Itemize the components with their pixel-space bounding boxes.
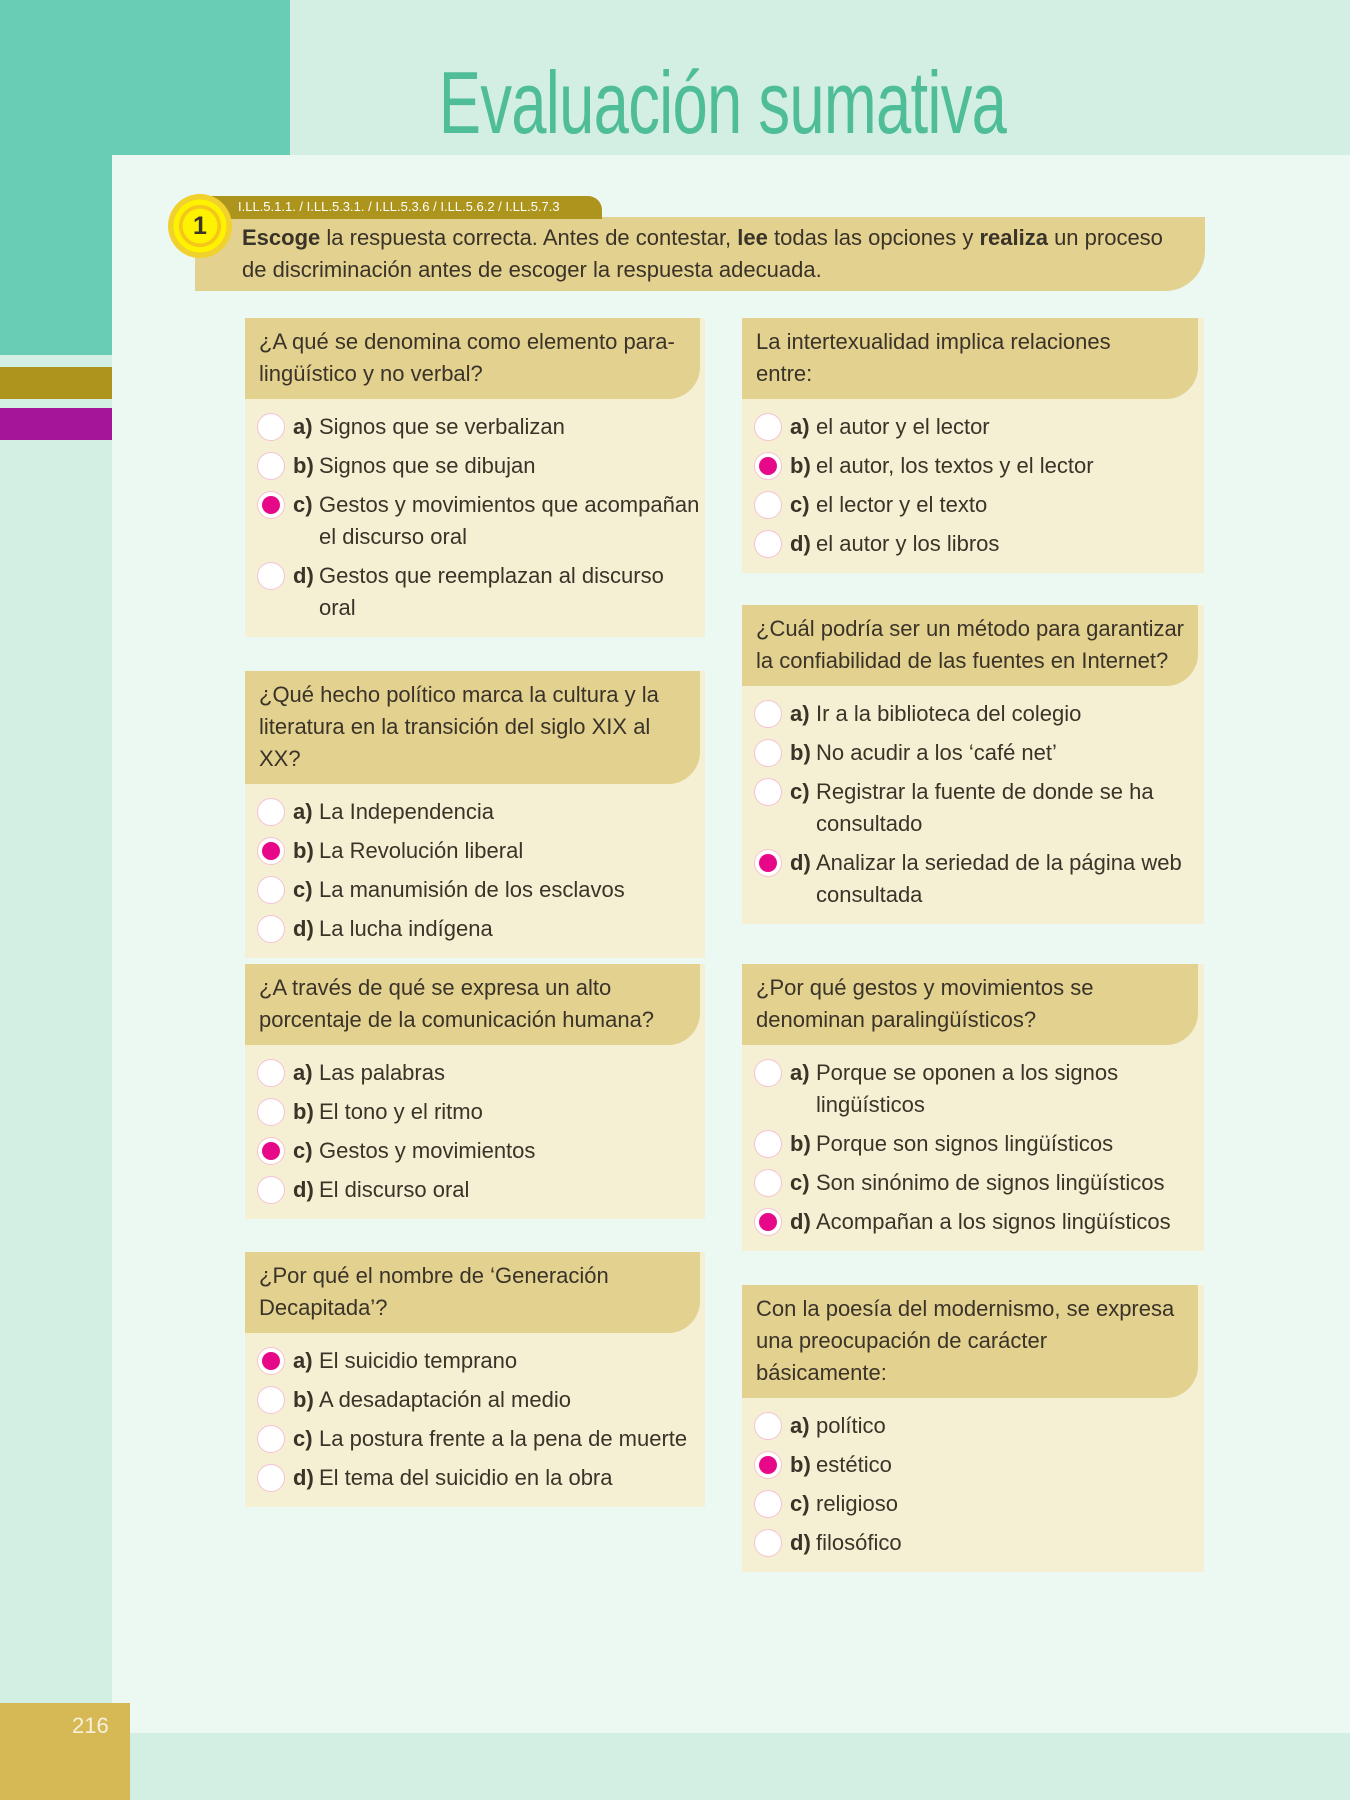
answer-option[interactable] — [257, 913, 705, 945]
radio-selected-icon[interactable] — [754, 849, 782, 877]
option-letter: a) — [790, 1060, 810, 1085]
question-text: ¿A qué se denomina como elemento para- lingüístico y no verbal? — [245, 318, 700, 399]
option-text: el autor, los textos y el lector — [816, 453, 1094, 478]
question-text: ¿A través de qué se expresa un alto porcentaje de la comunicación humana? — [245, 964, 700, 1045]
option-text: político — [816, 1413, 886, 1438]
option-letter: d) — [790, 850, 811, 875]
option-text: Gestos y movimientos — [319, 1138, 536, 1163]
answer-option[interactable] — [754, 1206, 1204, 1238]
answer-option[interactable] — [754, 489, 1204, 521]
option-letter: a) — [293, 1060, 313, 1085]
answer-options — [245, 399, 705, 637]
option-letter: d) — [293, 1465, 314, 1490]
radio-empty-icon[interactable] — [754, 1169, 782, 1197]
option-text: La lucha indígena — [319, 916, 493, 941]
radio-empty-icon[interactable] — [754, 1529, 782, 1557]
option-text: La Independencia — [319, 799, 494, 824]
question-text: La intertexualidad implica relaciones entre: — [742, 318, 1198, 399]
radio-empty-icon[interactable] — [257, 1176, 285, 1204]
answer-option[interactable] — [257, 835, 705, 867]
option-text: Porque se oponen a los signos lingüísticos — [816, 1060, 1119, 1117]
radio-empty-icon[interactable] — [257, 1425, 285, 1453]
instruction-banner — [195, 217, 1205, 291]
answer-option[interactable] — [754, 1488, 1204, 1520]
question-card-1 — [245, 318, 705, 637]
answer-options — [245, 1333, 705, 1507]
question-card-8 — [742, 1285, 1204, 1572]
radio-empty-icon[interactable] — [257, 1464, 285, 1492]
option-letter: c) — [293, 1138, 313, 1163]
option-letter: b) — [293, 1099, 314, 1124]
option-letter: a) — [790, 414, 810, 439]
option-text: Acompañan a los signos lingüísticos — [816, 1209, 1171, 1234]
option-text: El tono y el ritmo — [319, 1099, 483, 1124]
option-letter: b) — [293, 838, 314, 863]
option-letter: a) — [790, 1413, 810, 1438]
option-letter: c) — [293, 1426, 313, 1451]
answer-options — [245, 784, 705, 958]
answer-options — [742, 399, 1204, 573]
question-text: ¿Por qué gestos y movimientos se denominan paralingüísticos? — [742, 964, 1198, 1045]
radio-selected-icon[interactable] — [754, 1451, 782, 1479]
option-letter: b) — [790, 453, 811, 478]
option-text: filosófico — [816, 1530, 902, 1555]
gold-stripe — [0, 367, 112, 399]
answer-option[interactable] — [257, 1423, 705, 1455]
option-letter: d) — [293, 1177, 314, 1202]
option-letter: c) — [790, 1491, 810, 1516]
answer-option[interactable] — [754, 1449, 1204, 1481]
option-letter: c) — [293, 492, 313, 517]
question-text: Con la poesía del modernismo, se expresa una preocupación de carácter básicamente: — [742, 1285, 1198, 1398]
option-text: Son sinónimo de signos lingüísticos — [816, 1170, 1165, 1195]
answer-option[interactable] — [257, 1096, 705, 1128]
answer-option[interactable] — [257, 411, 705, 443]
option-letter: a) — [293, 414, 313, 439]
question-text: ¿Cuál podría ser un método para garantizar la confiabilidad de las fuentes en Internet? — [742, 605, 1198, 686]
option-letter: b) — [790, 1452, 811, 1477]
option-letter: d) — [790, 531, 811, 556]
answer-option[interactable] — [257, 1384, 705, 1416]
option-letter: c) — [790, 492, 810, 517]
answer-option[interactable] — [257, 450, 705, 482]
radio-empty-icon[interactable] — [754, 1130, 782, 1158]
radio-empty-icon[interactable] — [754, 1059, 782, 1087]
page-number: 216 — [72, 1713, 109, 1738]
radio-empty-icon[interactable] — [257, 1386, 285, 1414]
page-title: Evaluación sumativa — [438, 53, 1007, 152]
instruction-text — [242, 225, 1163, 282]
radio-selected-icon[interactable] — [257, 1137, 285, 1165]
answer-option[interactable] — [754, 1167, 1204, 1199]
left-margin-strip — [0, 355, 112, 1800]
radio-selected-icon[interactable] — [754, 1208, 782, 1236]
answer-option[interactable] — [754, 698, 1204, 730]
answer-option[interactable] — [257, 560, 705, 624]
option-text: El tema del suicidio en la obra — [319, 1465, 613, 1490]
radio-selected-icon[interactable] — [257, 837, 285, 865]
answer-option[interactable] — [257, 1462, 705, 1494]
option-letter: c) — [790, 1170, 810, 1195]
radio-empty-icon[interactable] — [257, 413, 285, 441]
option-letter: a) — [790, 701, 810, 726]
option-letter: b) — [790, 740, 811, 765]
option-text: La postura frente a la pena de muerte — [319, 1426, 688, 1451]
option-text: El discurso oral — [319, 1177, 470, 1202]
answer-option[interactable] — [257, 1057, 705, 1089]
option-letter: d) — [293, 916, 314, 941]
option-text: La Revolución liberal — [319, 838, 524, 863]
option-text: el lector y el texto — [816, 492, 988, 517]
radio-empty-icon[interactable] — [754, 700, 782, 728]
instruction-verb-escoge: Escoge — [242, 225, 321, 250]
option-text: Porque son signos lingüísticos — [816, 1131, 1114, 1156]
answer-option[interactable] — [257, 796, 705, 828]
option-text: Gestos que reemplazan al discurso oral — [319, 563, 664, 620]
answer-option[interactable] — [257, 874, 705, 906]
answer-options — [245, 1045, 705, 1219]
option-letter: d) — [790, 1530, 811, 1555]
question-text: ¿Por qué el nombre de ‘Generación Decapitada’? — [245, 1252, 700, 1333]
answer-options — [742, 686, 1204, 924]
option-letter: d) — [790, 1209, 811, 1234]
activity-number: 1 — [193, 211, 207, 240]
answer-option[interactable] — [754, 450, 1204, 482]
instruction-verb-realiza: realiza — [979, 225, 1048, 250]
question-card-3 — [245, 964, 705, 1219]
answer-option[interactable] — [754, 1128, 1204, 1160]
option-letter: d) — [293, 563, 314, 588]
radio-empty-icon[interactable] — [257, 562, 285, 590]
answer-option[interactable] — [754, 1057, 1204, 1121]
answer-option[interactable] — [257, 1174, 705, 1206]
answer-options — [742, 1045, 1204, 1251]
option-text: A desadaptación al medio — [319, 1387, 571, 1412]
answer-option[interactable] — [754, 776, 1204, 840]
radio-selected-icon[interactable] — [754, 452, 782, 480]
instruction-verb-lee: lee — [737, 225, 768, 250]
answer-option[interactable] — [754, 528, 1204, 560]
option-text: el autor y los libros — [816, 531, 1000, 556]
question-text: ¿Qué hecho político marca la cultura y la literatura en la transición del siglo XIX al XX? — [245, 671, 700, 784]
option-text: Ir a la biblioteca del colegio — [816, 701, 1082, 726]
option-text: religioso — [816, 1491, 898, 1516]
option-text: Signos que se verbalizan — [319, 414, 565, 439]
option-text: Las palabras — [319, 1060, 445, 1085]
instruction-fragment: todas las opciones y — [767, 225, 980, 250]
radio-empty-icon[interactable] — [257, 1098, 285, 1126]
option-text: Signos que se dibujan — [319, 453, 536, 478]
question-card-4 — [245, 1252, 705, 1507]
radio-empty-icon[interactable] — [754, 1412, 782, 1440]
option-letter: b) — [293, 1387, 314, 1412]
radio-empty-icon[interactable] — [257, 915, 285, 943]
question-card-2 — [245, 671, 705, 958]
answer-option[interactable] — [754, 411, 1204, 443]
option-letter: c) — [790, 779, 810, 804]
answer-option[interactable] — [257, 1345, 705, 1377]
activity-number-badge — [168, 194, 232, 258]
option-letter: c) — [293, 877, 313, 902]
answer-option[interactable] — [754, 1410, 1204, 1442]
question-card-7 — [742, 964, 1204, 1251]
radio-empty-icon[interactable] — [754, 491, 782, 519]
magenta-stripe — [0, 408, 112, 440]
radio-empty-icon[interactable] — [754, 530, 782, 558]
radio-empty-icon[interactable] — [257, 798, 285, 826]
radio-empty-icon[interactable] — [754, 739, 782, 767]
answer-option[interactable] — [754, 1527, 1204, 1559]
instruction-fragment: la respuesta correcta. Antes de contestar, — [320, 225, 738, 250]
question-card-5 — [742, 318, 1204, 573]
option-letter: a) — [293, 799, 313, 824]
instruction-fragment: un proceso de discriminación antes de escoger la respuesta adecuada. — [242, 225, 1163, 282]
option-text: estético — [816, 1452, 892, 1477]
radio-empty-icon[interactable] — [754, 1490, 782, 1518]
radio-empty-icon[interactable] — [257, 1059, 285, 1087]
indicator-codes-tag: I.LL.5.1.1. / I.LL.5.3.1. / I.LL.5.3.6 / I.LL.5.6.2 / I.LL.5.7.3 — [210, 196, 602, 219]
radio-empty-icon[interactable] — [257, 452, 285, 480]
option-text: La manumisión de los esclavos — [319, 877, 625, 902]
radio-empty-icon[interactable] — [754, 778, 782, 806]
radio-selected-icon[interactable] — [257, 1347, 285, 1375]
option-text: Analizar la seriedad de la página web consultada — [816, 850, 1182, 907]
answer-option[interactable] — [754, 737, 1204, 769]
answer-option[interactable] — [257, 489, 705, 553]
option-text: No acudir a los ‘café net’ — [816, 740, 1057, 765]
option-letter: b) — [790, 1131, 811, 1156]
answer-option[interactable] — [257, 1135, 705, 1167]
option-letter: a) — [293, 1348, 313, 1373]
option-text: Registrar la fuente de donde se ha consultado — [816, 779, 1154, 836]
option-text: Gestos y movimientos que acompañan el discurso oral — [319, 492, 700, 549]
option-text: El suicidio temprano — [319, 1348, 518, 1373]
option-letter: b) — [293, 453, 314, 478]
answer-option[interactable] — [754, 847, 1204, 911]
radio-selected-icon[interactable] — [257, 491, 285, 519]
question-card-6 — [742, 605, 1204, 924]
page-number-block — [0, 1703, 130, 1800]
answer-options — [742, 1398, 1204, 1572]
option-text: el autor y el lector — [816, 414, 990, 439]
radio-empty-icon[interactable] — [257, 876, 285, 904]
radio-empty-icon[interactable] — [754, 413, 782, 441]
